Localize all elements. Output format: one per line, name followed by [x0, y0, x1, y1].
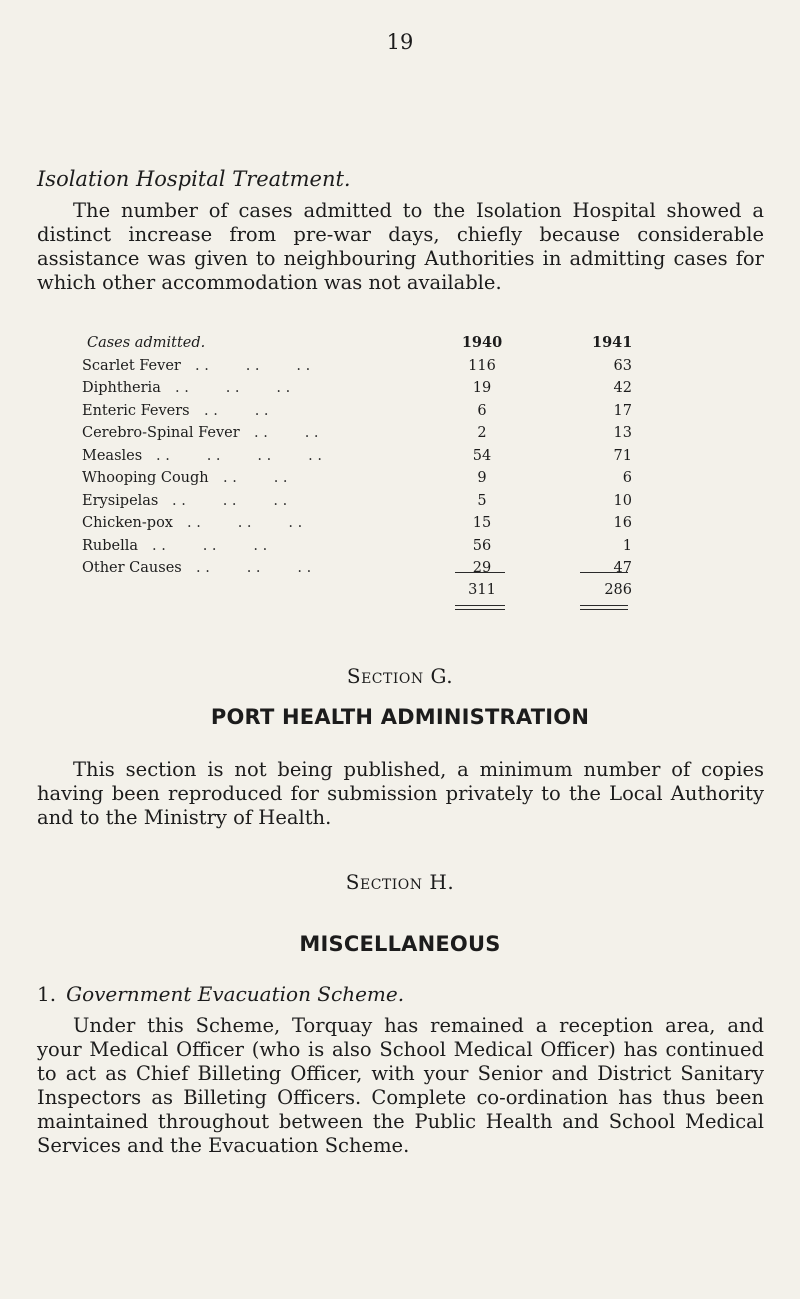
row-value-1940: 116 — [468, 357, 496, 374]
row-label: Enteric Fevers — [82, 402, 190, 419]
row-value-1940: 29 — [472, 560, 492, 576]
row-value-1941: 47 — [613, 560, 632, 576]
row-value-1940: 19 — [472, 380, 492, 396]
row-leader-dots: . . . . — [254, 425, 319, 441]
row-label: Erysipelas — [82, 492, 159, 509]
row-value-1941: 13 — [613, 425, 632, 441]
subtotal-rule-1941 — [580, 572, 628, 573]
total-double-rule-1941 — [580, 605, 628, 610]
row-leader-dots: . . . . . . — [196, 560, 312, 576]
section-g-label-text: Section G. — [346, 664, 454, 688]
table-row — [82, 377, 642, 400]
row-leader-dots: . . . . . . — [175, 380, 291, 396]
isolation-paragraph — [37, 199, 764, 295]
total-1940: 311 — [468, 582, 496, 598]
row-value-1941: 6 — [622, 470, 632, 486]
row-value-1940: 5 — [477, 492, 487, 509]
row-value-1940: 9 — [477, 470, 487, 486]
table-row — [82, 557, 642, 580]
row-value-1941: 71 — [613, 447, 632, 464]
subtotal-rule-1940 — [455, 572, 505, 573]
section-g-paragraph — [37, 758, 764, 830]
row-value-1941: 1 — [622, 537, 632, 554]
table-row — [82, 490, 642, 513]
total-1941: 286 — [604, 582, 632, 598]
row-value-1940: 2 — [477, 425, 487, 441]
row-leader-dots: . . . . . . — [172, 492, 288, 509]
row-label: Diphtheria — [82, 380, 161, 396]
table-total-row — [82, 578, 642, 602]
table-row — [82, 445, 642, 468]
table-header-1941: 1941 — [592, 334, 633, 351]
row-value-1940: 6 — [477, 402, 487, 419]
row-label: Measles — [82, 447, 143, 464]
evacuation-paragraph — [37, 1014, 764, 1158]
row-label: Rubella — [82, 537, 139, 554]
total-double-rule-1940 — [455, 605, 505, 610]
cases-admitted-table — [82, 332, 642, 580]
row-leader-dots: . . . . . . — [195, 357, 311, 374]
table-row — [82, 467, 642, 490]
section-h-title: MISCELLANEOUS — [299, 932, 501, 956]
table-header-1940: 1940 — [461, 334, 503, 351]
row-label: Other Causes — [82, 560, 182, 576]
item-number: 1. — [37, 982, 57, 1006]
row-leader-dots: . . . . . . — [152, 537, 268, 554]
row-label: Scarlet Fever — [82, 357, 181, 374]
evacuation-item-heading — [37, 982, 404, 1006]
row-label: Chicken-pox — [82, 515, 173, 531]
section-g-title: PORT HEALTH ADMINISTRATION — [210, 705, 590, 729]
table-row — [82, 535, 642, 558]
table-body — [82, 355, 642, 580]
table-row — [82, 400, 642, 423]
page-number: 19 — [386, 30, 414, 54]
table-header-label: Cases admitted. — [87, 335, 206, 351]
evacuation-paragraph-text: Under this Scheme, Torquay has remained a reception area, and your Medical Officer (who is also School Medical Officer) has continued to act as Chief Billeting Officer, with your Senior and District Sanitary Inspectors as Billeting Officers. Complete co-ordination has thus been maintained throughout between the Public Health and School Medical Services and the Evacuation Scheme. — [37, 1014, 764, 1157]
table-row — [82, 422, 642, 445]
row-leader-dots: . . . . . . — [187, 515, 303, 531]
row-value-1940: 56 — [472, 537, 492, 554]
isolation-heading: Isolation Hospital Treatment. — [37, 167, 351, 191]
row-value-1941: 16 — [613, 515, 632, 531]
row-label: Cerebro-Spinal Fever — [82, 425, 240, 441]
row-value-1940: 15 — [472, 515, 492, 531]
table-row — [82, 512, 642, 535]
row-leader-dots: . . . . — [204, 402, 269, 419]
row-value-1941: 10 — [613, 492, 632, 509]
isolation-paragraph-text: The number of cases admitted to the Isolation Hospital showed a distinct increase from pre-war days, chiefly because considerable assistance was given to neighbouring Authorities in admitting cases for which other accommodation was not available. — [37, 199, 764, 294]
row-value-1941: 17 — [613, 402, 632, 419]
row-value-1941: 63 — [613, 357, 632, 374]
section-h-label — [0, 870, 800, 894]
section-g-paragraph-text: This section is not being published, a minimum number of copies having been reproduced for submission privately to the Local Authority and to the Ministry of Health. — [37, 758, 764, 829]
section-g-label — [0, 664, 800, 688]
row-value-1941: 42 — [613, 380, 632, 396]
item-title: Government Evacuation Scheme. — [66, 982, 405, 1006]
row-leader-dots: . . . . . . . . — [156, 447, 322, 464]
row-label: Whooping Cough — [82, 470, 209, 486]
row-value-1940: 54 — [472, 447, 492, 464]
table-header-row — [82, 332, 642, 355]
row-leader-dots: . . . . — [223, 470, 288, 486]
section-h-label-text: Section H. — [345, 870, 455, 894]
table-row — [82, 355, 642, 378]
